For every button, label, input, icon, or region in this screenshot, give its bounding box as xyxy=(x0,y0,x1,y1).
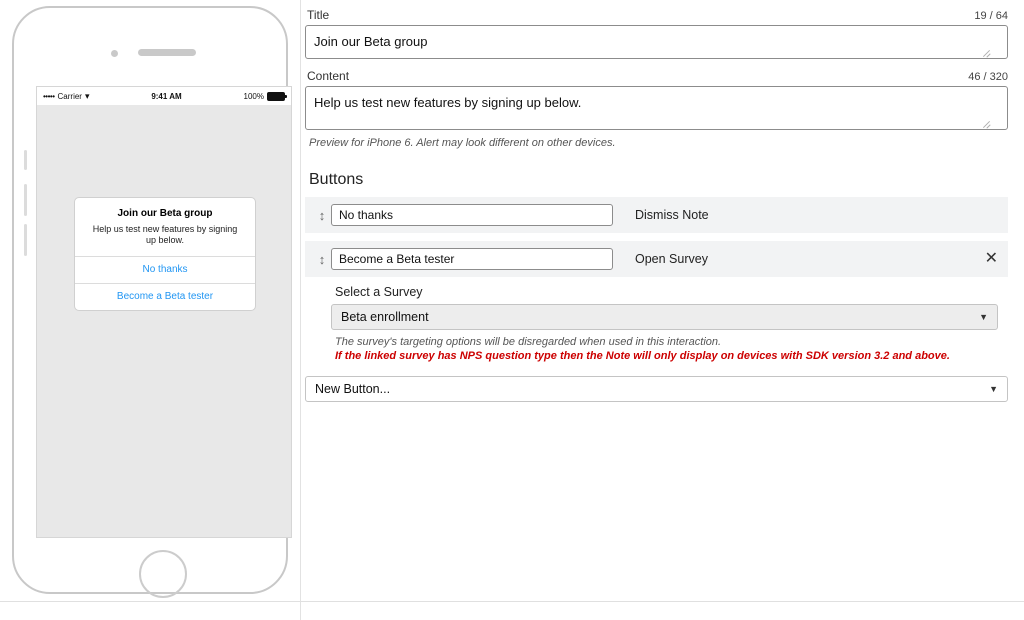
footer-divider xyxy=(0,601,1024,602)
survey-panel xyxy=(305,277,1008,366)
alert-preview xyxy=(74,197,256,311)
alert-action-survey[interactable]: Become a Beta tester xyxy=(75,283,255,310)
preview-hint: Preview for iPhone 6. Alert may look different on other devices. xyxy=(309,137,616,149)
title-char-counter: 19 / 64 xyxy=(974,10,1008,22)
new-button-select[interactable] xyxy=(305,376,1008,402)
survey-nps-warning: If the linked survey has NPS question type then the Note will only display on devices with SDK version 3.2 and above. xyxy=(335,350,950,362)
alert-action-dismiss[interactable]: No thanks xyxy=(75,256,255,283)
phone-camera-icon xyxy=(111,50,118,57)
button-label-input[interactable] xyxy=(331,204,613,226)
phone-preview-pane xyxy=(0,0,301,620)
content-char-counter: 46 / 320 xyxy=(968,71,1008,83)
button-row[interactable] xyxy=(305,197,1008,233)
status-bar-right xyxy=(244,92,285,101)
signal-dots-icon: ••••• xyxy=(43,91,55,101)
status-bar-left xyxy=(43,91,90,102)
phone-silent-switch xyxy=(24,150,27,170)
button-row[interactable] xyxy=(305,241,1008,277)
survey-select-value: Beta enrollment xyxy=(341,310,429,324)
phone-frame xyxy=(12,6,288,594)
title-input[interactable] xyxy=(305,25,1008,59)
chevron-down-icon: ▼ xyxy=(979,312,988,322)
title-field-header xyxy=(307,8,1008,22)
button-label-input[interactable] xyxy=(331,248,613,270)
title-field-label: Title xyxy=(307,8,330,22)
alert-title: Join our Beta group xyxy=(117,208,213,219)
new-button-select-label: New Button... xyxy=(315,382,391,396)
battery-icon xyxy=(267,92,285,101)
drag-handle-icon[interactable]: ↕ xyxy=(318,251,326,267)
wifi-icon: ▾ xyxy=(84,90,90,101)
button-action-label: Open Survey xyxy=(635,252,708,266)
status-bar-time: 9:41 AM xyxy=(151,91,182,101)
phone-speaker xyxy=(138,49,196,56)
phone-screen xyxy=(36,86,292,538)
buttons-section-heading: Buttons xyxy=(309,171,364,188)
content-input[interactable] xyxy=(305,86,1008,130)
battery-percent-label: 100% xyxy=(243,91,264,101)
status-bar xyxy=(37,87,291,105)
phone-home-button xyxy=(139,550,187,598)
carrier-label: Carrier xyxy=(57,91,82,101)
select-survey-label: Select a Survey xyxy=(335,285,423,299)
content-field-header xyxy=(307,69,1008,83)
button-action-label: Dismiss Note xyxy=(635,208,709,222)
chevron-down-icon: ▼ xyxy=(989,384,998,394)
alert-content: Help us test new features by signing up below. xyxy=(92,223,238,246)
close-icon[interactable]: ✕ xyxy=(984,250,998,267)
content-field-label: Content xyxy=(307,69,350,83)
survey-targeting-note: The survey's targeting options will be disregarded when used in this interaction. xyxy=(335,336,722,348)
phone-volume-down-button xyxy=(24,224,27,256)
note-editor-pane xyxy=(301,0,1024,620)
phone-volume-up-button xyxy=(24,184,27,216)
survey-select[interactable] xyxy=(331,304,998,330)
drag-handle-icon[interactable]: ↕ xyxy=(318,207,326,223)
